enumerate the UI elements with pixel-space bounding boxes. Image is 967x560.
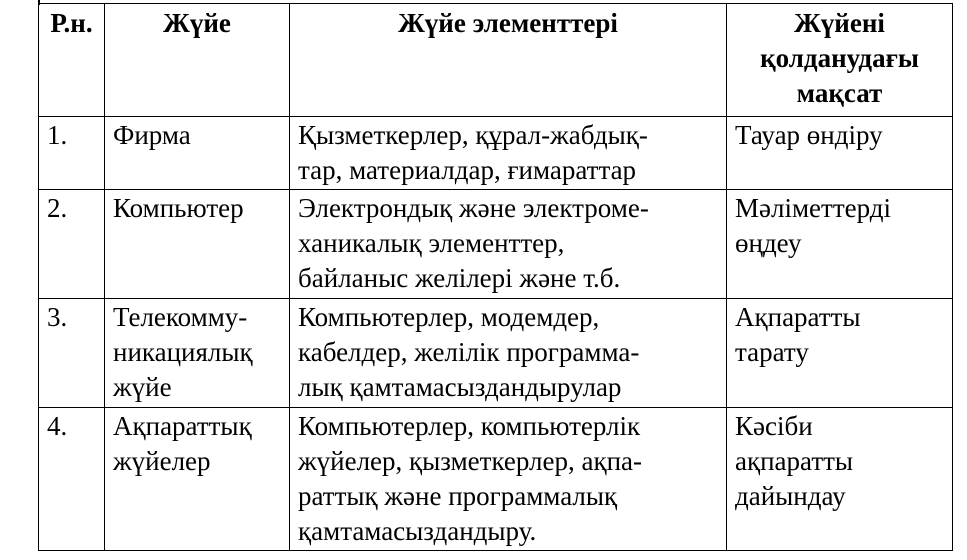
- table-row: [39, 190, 953, 299]
- system-elements-cell: Электрондық және электроме- ханикалық элементтер, байланыс желілері және т.б.: [290, 190, 727, 299]
- system-elements-cell: Қызметкерлер, құрал-жабдық- тар, материалдар, ғимараттар: [290, 117, 727, 190]
- header-usage-purpose: Жүйені қолданудағы мақсат: [727, 4, 953, 117]
- row-number-cell: 2.: [39, 190, 105, 299]
- system-name-cell: Телекомму- никациялық жүйе: [105, 299, 290, 408]
- systems-table: [38, 3, 953, 551]
- header-row-number: Р.н.: [39, 4, 105, 117]
- row-number-cell: 3.: [39, 299, 105, 408]
- table-row: [39, 299, 953, 408]
- system-elements-cell: Компьютерлер, компьютерлік жүйелер, қызметкерлер, ақпа- раттық және программалық қамтамасыздандыру.: [290, 408, 727, 551]
- header-system: Жүйе: [105, 4, 290, 117]
- table-row: [39, 117, 953, 190]
- usage-purpose-cell: Ақпаратты тарату: [727, 299, 953, 408]
- system-name-cell: Компьютер: [105, 190, 290, 299]
- table-row: [39, 408, 953, 551]
- system-name-cell: Ақпараттық жүйелер: [105, 408, 290, 551]
- row-number-cell: 1.: [39, 117, 105, 190]
- system-elements-cell: Компьютерлер, модемдер, кабелдер, желілік программа- лық қамтамасыздандырулар: [290, 299, 727, 408]
- row-number-cell: 4.: [39, 408, 105, 551]
- usage-purpose-cell: Кәсіби ақпаратты дайындау: [727, 408, 953, 551]
- system-name-cell: Фирма: [105, 117, 290, 190]
- header-system-elements: Жүйе элементтері: [290, 4, 727, 117]
- usage-purpose-cell: Мәліметтерді өңдеу: [727, 190, 953, 299]
- usage-purpose-cell: Тауар өндіру: [727, 117, 953, 190]
- table-header-row: [39, 4, 953, 117]
